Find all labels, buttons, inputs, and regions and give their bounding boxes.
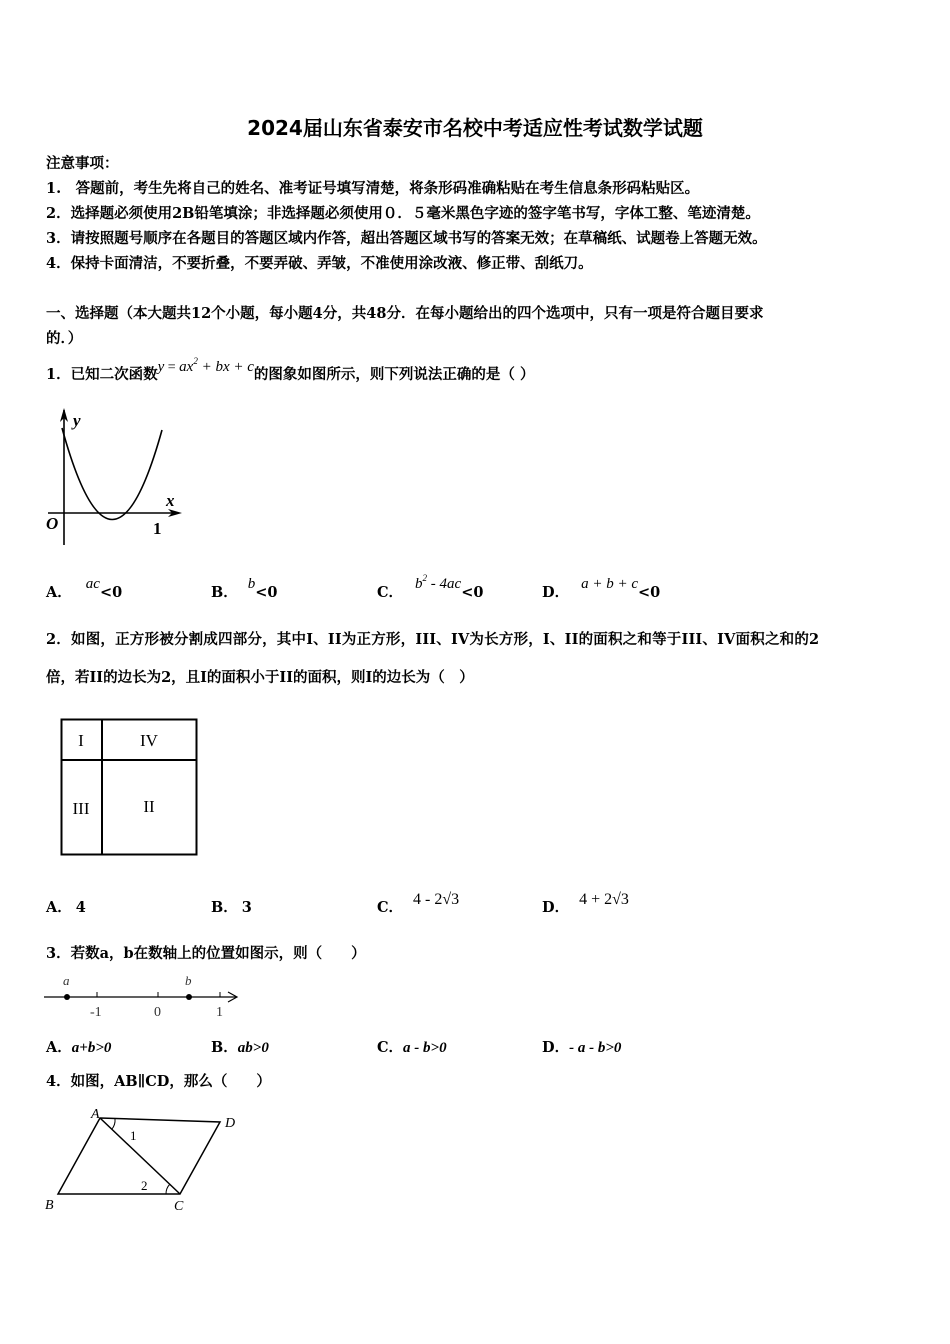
question-2-line1: 2．如图，正方形被分割成四部分，其中I、II为正方形，III、IV为长方形，I、II的面积之和等于III、IV面积之和的2 bbox=[46, 631, 820, 648]
vertex-B: B bbox=[45, 1198, 54, 1213]
q2-option-b[interactable]: B． 3 bbox=[211, 899, 252, 916]
tick-label: -1 bbox=[90, 1005, 102, 1020]
point-b bbox=[186, 994, 192, 1000]
tick-label-1: 1 bbox=[153, 519, 162, 538]
q2-option-c[interactable]: C． 4 - 2√3 bbox=[377, 891, 460, 916]
parabola-curve bbox=[62, 428, 162, 520]
point-a-label: a bbox=[63, 973, 70, 988]
cell-label-IV: IV bbox=[140, 731, 158, 750]
vertex-D: D bbox=[225, 1116, 236, 1131]
q1-option-a[interactable]: A． ac<0 bbox=[46, 576, 123, 601]
q2-option-a[interactable]: A． 4 bbox=[46, 899, 86, 916]
q1-option-d[interactable]: D． a + b + c<0 bbox=[542, 576, 661, 601]
q2-option-d[interactable]: D． 4 + 2√3 bbox=[542, 891, 629, 916]
tick-label: 1 bbox=[216, 1005, 223, 1020]
angle-2-label: 2 bbox=[141, 1178, 148, 1193]
question-2-line2: 倍，若II的边长为2，且I的面积小于II的面积，则I的边长为（ ） bbox=[46, 669, 474, 686]
q3-option-c[interactable]: C．a - b>0 bbox=[377, 1039, 447, 1056]
q1-option-c[interactable]: C． $b^2 - 4ac<0$ bbox=[377, 573, 484, 601]
angle-1-label: 1 bbox=[130, 1128, 137, 1143]
q3-option-a[interactable]: A．a+b>0 bbox=[46, 1039, 112, 1056]
y-axis-label: y bbox=[73, 411, 81, 430]
angle-2-arc bbox=[166, 1184, 170, 1194]
notice-item: 2．选择题必须使用2B铅笔填涂；非选择题必须使用０．５毫米黑色字迹的签字笔书写，字体工整、笔迹清楚。 bbox=[46, 205, 760, 222]
question-3: 3．若数a，b在数轴上的位置如图示，则（ ） bbox=[46, 945, 366, 962]
question-1-formula: $y = ax^2$ + bx + c bbox=[157, 356, 254, 375]
square-figure bbox=[60, 718, 200, 858]
q1-option-b[interactable]: B． b<0 bbox=[211, 576, 278, 601]
q3-option-d[interactable]: D．- a - b>0 bbox=[542, 1039, 622, 1056]
x-axis-label: x bbox=[166, 491, 175, 510]
origin-label: O bbox=[46, 514, 59, 533]
number-line bbox=[40, 970, 250, 1022]
point-a bbox=[64, 994, 70, 1000]
question-1-suffix: 的图象如图所示，则下列说法正确的是（ ） bbox=[253, 366, 535, 383]
notice-item: 4．保持卡面清洁，不要折叠，不要弄破、弄皱，不准使用涂改液、修正带、刮纸刀。 bbox=[46, 255, 593, 272]
angle-1-arc bbox=[112, 1119, 115, 1129]
vertex-C: C bbox=[174, 1199, 184, 1214]
point-b-label: b bbox=[185, 973, 192, 988]
vertex-A: A bbox=[91, 1107, 100, 1122]
cell-label-I: I bbox=[78, 731, 84, 750]
parallelogram-figure bbox=[42, 1106, 247, 1218]
cell-label-II: II bbox=[143, 797, 155, 816]
q3-option-b[interactable]: B．ab>0 bbox=[211, 1039, 269, 1056]
question-4: 4．如图，AB∥CD，那么（ ） bbox=[46, 1073, 271, 1090]
page-title: 2024届山东省泰安市名校中考适应性考试数学试题 bbox=[247, 116, 703, 140]
cell-label-III: III bbox=[72, 799, 90, 818]
question-1-prefix: 1．已知二次函数 bbox=[46, 366, 158, 383]
tick-label: 0 bbox=[154, 1005, 161, 1020]
parabola-graph bbox=[40, 400, 200, 560]
question-1 bbox=[46, 356, 535, 384]
diagonal-ac bbox=[100, 1118, 180, 1194]
notice-item: 3．请按照题号顺序在各题目的答题区域内作答，超出答题区域书写的答案无效；在草稿纸、试题卷上答题无效。 bbox=[46, 230, 767, 247]
section-heading: 一、选择题（本大题共12个小题，每小题4分，共48分．在每小题给出的四个选项中，只有一项是符合题目要求 bbox=[46, 305, 764, 322]
notice-heading: 注意事项： bbox=[46, 155, 119, 172]
section-heading-cont: 的．） bbox=[46, 330, 83, 347]
notice-item: 1. 答题前，考生先将自己的姓名、准考证号填写清楚，将条形码准确粘贴在考生信息条形码粘贴区。 bbox=[46, 180, 700, 197]
